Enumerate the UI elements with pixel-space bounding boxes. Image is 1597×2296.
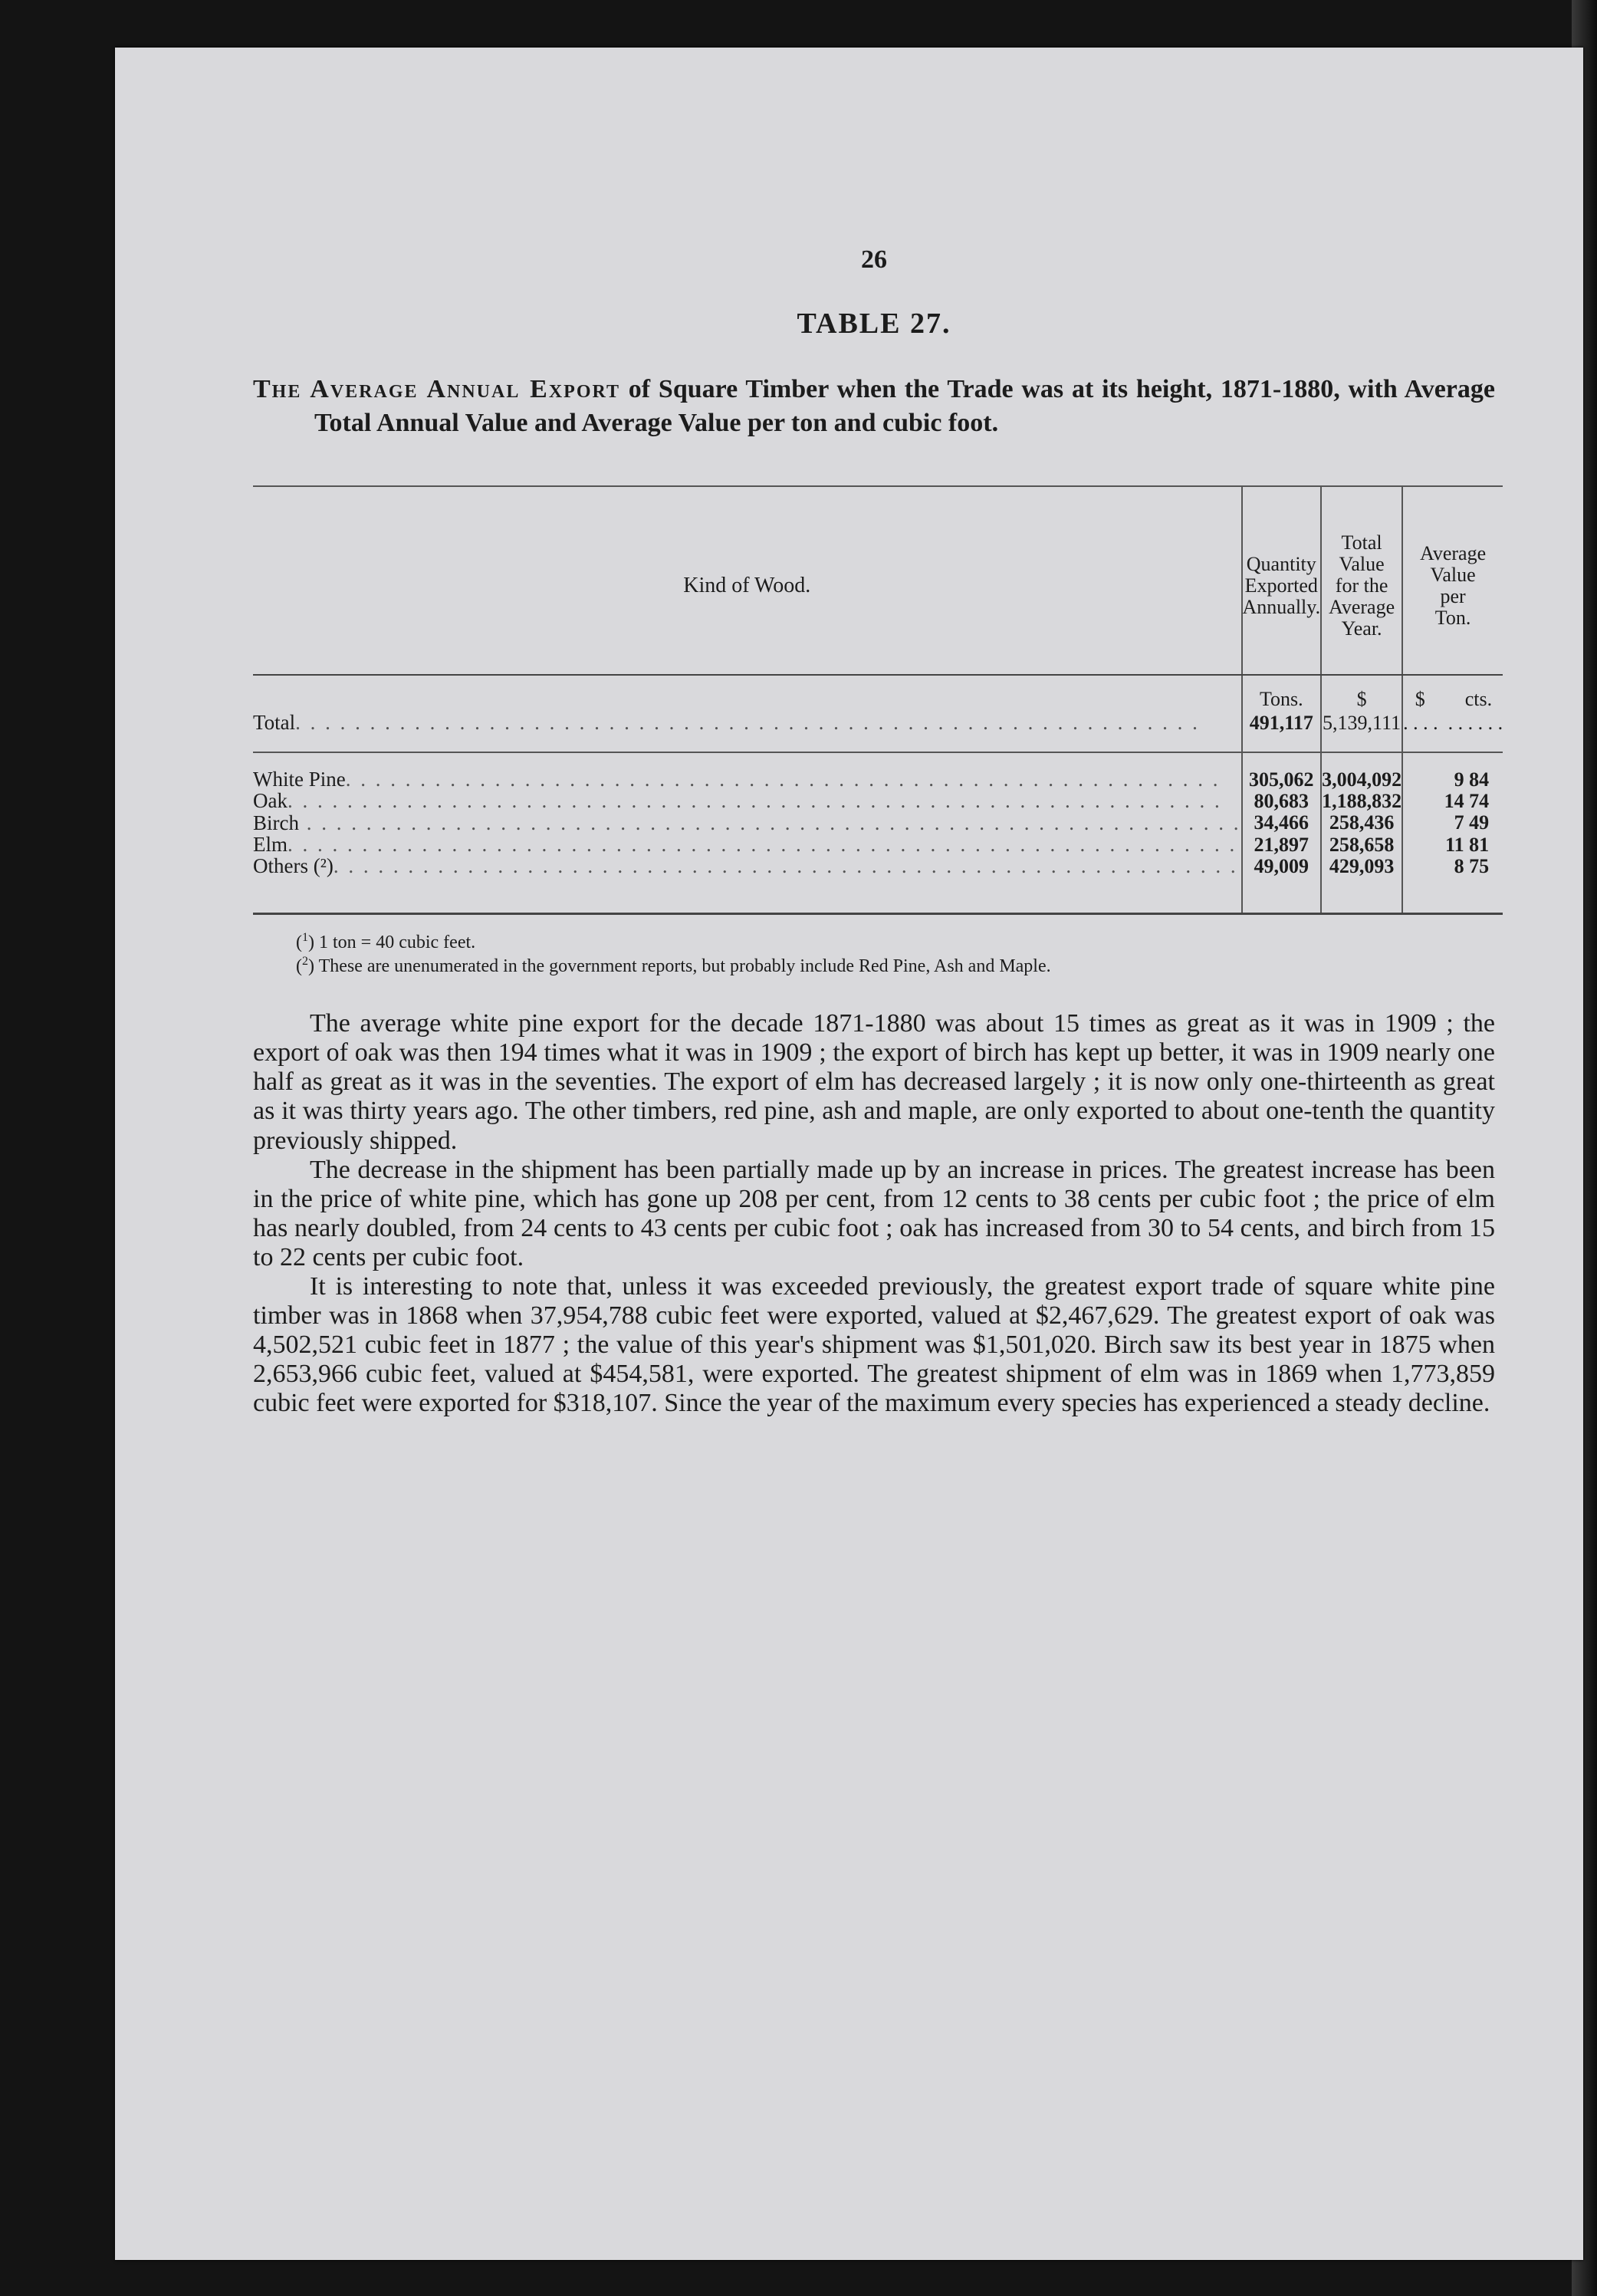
table-row: [253, 790, 1503, 811]
paragraph: It is interesting to note that, unless it was exceeded previously, the greatest export trade of square white pine timber was in 1868 when 37,954,788 cubic feet were exported, valued at $2,467,629. The greatest export of oak was 4,502,521 cubic feet in 1877 ; the value of this year's shipment was $1,501,020. Birch saw its best year in 1875 when 2,653,966 cubic feet, valued at $454,581, were exported. The greatest shipment of elm was in 1869 when 1,773,859 cubic feet were exported for $318,107. Since the year of the maximum every species has experienced a steady decline.: [253, 1271, 1495, 1418]
timber-export-table: [253, 485, 1503, 915]
row-label: [253, 711, 1242, 752]
header-value-line: Year.: [1341, 617, 1382, 640]
paragraph: The average white pine export for the decade 1871-1880 was about 15 times as great as it was in 1909 ; the export of oak was then 194 times what it was in 1909 ; the export of birch has kept up better, it was in 1909 nearly one half as great as it was in the seventies. The export of elm has decreased largely ; it is now only one-thirteenth as great as it was thirty years ago. The other timbers, red pine, ash and maple, are only exported to about one-tenth the quantity previously shipped.: [253, 1009, 1495, 1155]
units-quantity: Tons.: [1242, 675, 1322, 711]
header-average-line: Ton.: [1434, 607, 1471, 630]
footnote: ($^2$) These are unenumerated in the government reports, but probably include Red Pine, Ash and Maple.: [296, 955, 1051, 977]
caption-smallcaps: The Average Annual Export: [253, 375, 620, 403]
row-quantity: 80,683: [1242, 790, 1322, 811]
caption-rest: of Square Timber when the Trade was at its height, 1871-1880, with Average Total Annual Value and Average Value per ton and cubic foot.: [314, 375, 1495, 437]
leader-dots: . . . . . . . . . . . . . . . . . . . . . . . . . . . . . . . . . . . . . . . . . . . . . . . . . . . . . . . . . . . . . . .: [287, 790, 1222, 812]
row-label-text: Total: [253, 711, 296, 735]
paragraph: The decrease in the shipment has been partially made up by an increase in prices. The greatest increase has been in the price of white pine, which has gone up 208 per cent, from 12 cents to 38 cents per cubic foot ; the price of elm has nearly doubled, from 24 cents to 43 cents per cubic foot ; oak has increased from 30 to 54 cents, and birch from 15 to 22 cents per cubic foot.: [253, 1155, 1495, 1271]
row-average: 9 84: [1402, 752, 1503, 790]
table-title: TABLE 27.: [797, 308, 951, 340]
total-quantity: 491,117: [1242, 711, 1322, 752]
header-value-line: Average: [1329, 596, 1395, 619]
row-label-text: Oak: [253, 790, 288, 812]
total-value: 5,139,111: [1321, 711, 1402, 752]
total-average: . . . . . . . . . .: [1402, 711, 1503, 752]
header-total-value: [1321, 498, 1402, 675]
row-label: [253, 812, 1242, 834]
page-content: [253, 201, 1503, 1418]
table-row: [253, 834, 1503, 855]
header-quantity-line: Quantity: [1246, 552, 1316, 575]
leader-dots: . . . . . . . . . . . . . . . . . . . . . . . . . . . . . . . . . . . . . . . . . . . . . . . . . . . . . . . . . . . . . . . .: [288, 834, 1237, 856]
header-quantity-line: Exported: [1244, 574, 1318, 597]
row-quantity: 305,062: [1242, 752, 1322, 790]
row-quantity: 34,466: [1242, 812, 1322, 834]
row-quantity: 49,009: [1242, 855, 1322, 913]
footnote-mark: 1: [302, 930, 308, 944]
footnote-text: 1 ton = 40 cubic feet.: [319, 932, 476, 952]
leader-dots: . . . . . . . . . . . . . . . . . . . . . . . . . . . . . . . . . . . . . . . . . . . . . . . . . . . . . . . . . . . . . . .: [299, 811, 1241, 834]
leader-dots: . . . . . . . . . . . . . . . . . . . . . . . . . . . . . . . . . . . . . . . . . . . . . . . . . . . . . . . . . . . . .: [295, 711, 1200, 735]
row-label-text: Others (²): [253, 855, 334, 878]
page-number: 26: [861, 245, 887, 274]
table-footnotes: [253, 930, 1495, 979]
header-average-value: [1402, 498, 1503, 675]
table-row: [253, 855, 1503, 913]
units-average: $ cts.: [1402, 675, 1503, 711]
row-average: 11 81: [1402, 834, 1503, 855]
header-value-line: for the: [1335, 574, 1388, 597]
header-value-line: Total Value: [1339, 531, 1385, 575]
table-units-row: [253, 675, 1503, 711]
units-value: $: [1321, 675, 1402, 711]
footnote-mark: 2: [302, 955, 308, 969]
leader-dots: . . . . . . . . . . . . . . . . . . . . . . . . . . . . . . . . . . . . . . . . . . . . . . . . . . . . . . . . . . .: [345, 768, 1221, 791]
header-average-line: Average: [1420, 541, 1487, 564]
row-average: 7 49: [1402, 812, 1503, 834]
row-value: 258,436: [1321, 812, 1402, 834]
header-average-line: per: [1440, 585, 1466, 608]
footnote-text: These are unenumerated in the government reports, but probably include Red Pine, Ash and Maple.: [318, 956, 1051, 977]
row-label-text: Birch: [253, 811, 299, 834]
leader-dots: . . . . . . . . . . . . . . . . . . . . . . . . . . . . . . . . . . . . . . . . . . . . . . . . . . . . . . . . . . . . .: [333, 855, 1238, 878]
row-label-text: Elm: [253, 834, 288, 856]
row-average: 14 74: [1402, 790, 1503, 811]
document-page: [115, 48, 1583, 2260]
row-value: 258,658: [1321, 834, 1402, 855]
table-header-row: [253, 498, 1503, 675]
row-label-text: White Pine: [253, 768, 346, 791]
row-label: [253, 752, 1242, 790]
row-value: 429,093: [1321, 855, 1402, 913]
header-kind-of-wood: Kind of Wood.: [253, 498, 1242, 675]
header-quantity-line: Annually.: [1242, 596, 1321, 619]
footnote: ($^1$) 1 ton = 40 cubic feet.: [296, 930, 476, 952]
header-quantity: [1242, 498, 1322, 675]
table-caption: [253, 373, 1495, 439]
body-text: [253, 1009, 1495, 1418]
row-quantity: 21,897: [1242, 834, 1322, 855]
table-row: [253, 752, 1503, 790]
table-top-rule: [253, 486, 1503, 498]
table-row: [253, 812, 1503, 834]
row-label: [253, 855, 1242, 913]
row-average: 8 75: [1402, 855, 1503, 913]
row-label: [253, 834, 1242, 855]
table-row-total: [253, 711, 1503, 752]
row-value: 1,188,832: [1322, 789, 1402, 812]
header-average-line: Value: [1430, 563, 1476, 586]
row-label: [253, 790, 1242, 811]
row-value: 3,004,092: [1321, 752, 1402, 790]
